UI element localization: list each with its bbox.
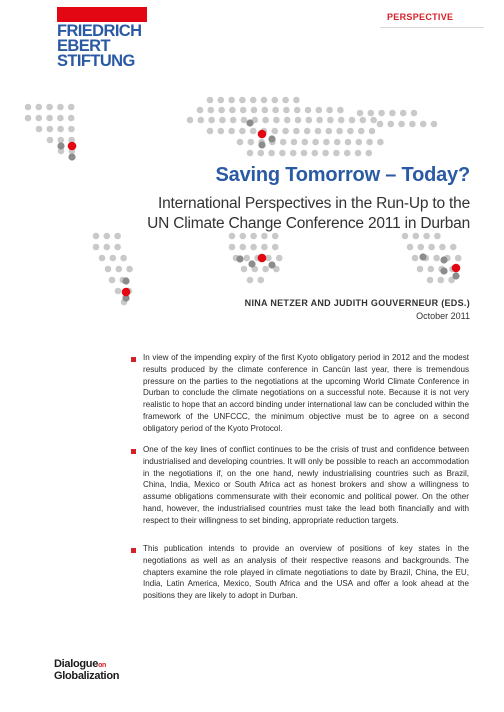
map-dot bbox=[388, 121, 395, 128]
map-dot bbox=[251, 107, 258, 114]
map-dot bbox=[357, 110, 364, 117]
map-dot bbox=[355, 150, 362, 157]
map-dot bbox=[230, 117, 237, 124]
map-dot bbox=[349, 117, 356, 124]
dialogue-on-globalization-logo bbox=[54, 659, 119, 681]
map-dot bbox=[47, 126, 54, 133]
map-dot bbox=[377, 139, 384, 146]
map-dot bbox=[250, 97, 257, 104]
page-title: Saving Tomorrow – Today? bbox=[215, 164, 470, 186]
map-dot bbox=[438, 277, 445, 284]
map-dot bbox=[279, 150, 286, 157]
map-dot bbox=[294, 107, 301, 114]
map-dot bbox=[68, 126, 75, 133]
map-dot bbox=[304, 128, 311, 135]
map-dot bbox=[305, 107, 312, 114]
map-dot bbox=[433, 255, 440, 262]
map-dot bbox=[312, 150, 319, 157]
map-dot bbox=[428, 266, 435, 273]
footer-line-1: Dialogue bbox=[54, 658, 99, 670]
map-dot bbox=[345, 139, 352, 146]
map-dot bbox=[219, 117, 226, 124]
map-dot bbox=[315, 128, 322, 135]
map-dot bbox=[261, 244, 268, 251]
authors: NINA NETZER AND JUDITH GOUVERNEUR (EDS.) bbox=[244, 298, 470, 308]
map-dot bbox=[247, 150, 254, 157]
map-dot bbox=[306, 117, 313, 124]
map-dot bbox=[261, 97, 268, 104]
map-dot bbox=[120, 255, 127, 262]
map-dot bbox=[411, 110, 418, 117]
map-dot bbox=[207, 128, 214, 135]
summary-paragraph-1: In view of the impending expiry of the first Kyoto obligatory period in 2012 and the modest results produced by the climate conference in Cancún last year, there is tremendous pressure on the parties to the negotiations at the upcoming World Climate Conference in Durban to conclude the climate negotiations on a successful note. Because it is not very realistic to hope that an accord binding under international law can be concluded within the framework of the UNFCCC, the minimum objective must be to agree on a second obligatory period of the Kyoto Protocol. bbox=[143, 353, 469, 433]
map-dot bbox=[272, 107, 279, 114]
map-dot bbox=[207, 97, 214, 104]
map-dot bbox=[116, 266, 123, 273]
map-dot bbox=[420, 121, 427, 128]
map-dot bbox=[240, 244, 247, 251]
map-dot bbox=[122, 277, 129, 284]
map-dot bbox=[68, 104, 75, 111]
bullet-icon bbox=[131, 449, 136, 454]
map-dot bbox=[366, 139, 373, 146]
map-dot bbox=[268, 261, 275, 268]
map-dot bbox=[400, 110, 407, 117]
map-dot bbox=[272, 97, 279, 104]
map-dot bbox=[218, 97, 225, 104]
map-dot bbox=[452, 264, 461, 273]
map-dot bbox=[322, 150, 329, 157]
map-dot bbox=[218, 128, 225, 135]
map-dot bbox=[293, 128, 300, 135]
map-dot bbox=[327, 117, 334, 124]
map-dot bbox=[115, 288, 122, 295]
map-dot bbox=[272, 244, 279, 251]
map-dot bbox=[187, 117, 194, 124]
footer-line-2: Globalization bbox=[54, 670, 120, 682]
map-dot bbox=[452, 272, 459, 279]
map-dot bbox=[262, 266, 269, 273]
map-dot bbox=[337, 107, 344, 114]
map-dot bbox=[197, 107, 204, 114]
bullet-icon bbox=[131, 548, 136, 553]
map-dot bbox=[237, 139, 244, 146]
map-dot bbox=[68, 153, 75, 160]
map-dot bbox=[241, 117, 248, 124]
map-dot bbox=[109, 277, 116, 284]
map-dot bbox=[57, 104, 64, 111]
map-dot bbox=[336, 128, 343, 135]
map-dot bbox=[57, 126, 64, 133]
map-dot bbox=[68, 115, 75, 122]
map-dot bbox=[356, 139, 363, 146]
map-dot bbox=[258, 130, 267, 139]
map-dot bbox=[198, 117, 205, 124]
map-dot bbox=[291, 139, 298, 146]
map-dot bbox=[302, 139, 309, 146]
bullet-icon bbox=[131, 357, 136, 362]
map-dot bbox=[440, 256, 447, 263]
map-dot bbox=[262, 117, 269, 124]
map-dot bbox=[333, 150, 340, 157]
map-dot bbox=[268, 135, 275, 142]
map-dot bbox=[250, 244, 257, 251]
map-dot bbox=[244, 255, 251, 262]
section-label: PERSPECTIVE bbox=[387, 12, 454, 22]
map-dot bbox=[273, 117, 280, 124]
map-dot bbox=[409, 121, 416, 128]
map-dot bbox=[368, 110, 375, 117]
map-dot bbox=[105, 266, 112, 273]
map-dot bbox=[229, 244, 236, 251]
map-dot bbox=[316, 117, 323, 124]
map-dot bbox=[36, 115, 43, 122]
map-dot bbox=[239, 128, 246, 135]
map-dot bbox=[360, 117, 367, 124]
map-dot bbox=[284, 117, 291, 124]
map-dot bbox=[218, 107, 225, 114]
map-dot bbox=[358, 128, 365, 135]
map-dot bbox=[93, 244, 100, 251]
map-dot bbox=[427, 277, 434, 284]
subtitle-line-2: UN Climate Change Conference 2011 in Durban bbox=[147, 215, 470, 232]
map-dot bbox=[431, 121, 438, 128]
map-dot bbox=[272, 128, 279, 135]
map-dot bbox=[440, 267, 447, 274]
footer-on: on bbox=[98, 662, 107, 669]
map-dot bbox=[110, 255, 117, 262]
map-dot bbox=[276, 255, 283, 262]
map-dot bbox=[283, 107, 290, 114]
map-dot bbox=[398, 121, 405, 128]
map-dot bbox=[407, 244, 414, 251]
map-dot bbox=[316, 107, 323, 114]
map-dot bbox=[248, 260, 255, 267]
map-dot bbox=[326, 107, 333, 114]
map-dot bbox=[295, 117, 302, 124]
map-dot bbox=[246, 119, 253, 126]
logo-line-1: FRIEDRICH bbox=[57, 22, 142, 40]
map-dot bbox=[228, 128, 235, 135]
map-dot bbox=[280, 139, 287, 146]
map-dot bbox=[68, 142, 77, 151]
map-dot bbox=[258, 254, 267, 263]
map-dot bbox=[58, 137, 65, 144]
page-subtitle bbox=[80, 194, 470, 234]
map-dot bbox=[57, 115, 64, 122]
map-dot bbox=[455, 255, 462, 262]
logo-line-2: EBERT bbox=[57, 37, 110, 55]
map-dot bbox=[326, 128, 333, 135]
map-dot bbox=[428, 244, 435, 251]
map-dot bbox=[389, 110, 396, 117]
map-dot bbox=[239, 97, 246, 104]
logo-line-3: STIFTUNG bbox=[57, 52, 135, 70]
map-dot bbox=[46, 104, 53, 111]
map-dot bbox=[412, 255, 419, 262]
publication-date: October 2011 bbox=[416, 311, 470, 321]
map-dot bbox=[366, 150, 373, 157]
map-dot bbox=[114, 244, 121, 251]
map-dot bbox=[126, 266, 133, 273]
map-dot bbox=[369, 128, 376, 135]
map-dot bbox=[258, 150, 265, 157]
map-dot bbox=[370, 117, 377, 124]
map-dot bbox=[241, 266, 248, 273]
map-dot bbox=[378, 110, 385, 117]
map-dot bbox=[439, 244, 446, 251]
map-dot bbox=[334, 139, 341, 146]
map-dot bbox=[268, 150, 275, 157]
map-dot bbox=[338, 117, 345, 124]
map-dot bbox=[344, 150, 351, 157]
subtitle-line-1: International Perspectives in the Run-Up to the bbox=[158, 195, 470, 212]
map-dot bbox=[258, 141, 265, 148]
map-dot bbox=[419, 253, 426, 260]
map-dot bbox=[99, 255, 106, 262]
map-dot bbox=[104, 244, 111, 251]
map-dot bbox=[240, 107, 247, 114]
summary-paragraph-3: This publication intends to provide an overview of positions of key states in the negotiations as well as an analysis of their respective reasons and backgrounds. The chapters examine the role played in climate negotiations to date by Brazil, China, the EU, India, Latin America, Mexico, South Africa and the USA and offer a look ahead at the positions they are likely to adopt in Durban. bbox=[143, 544, 469, 601]
map-dot bbox=[347, 128, 354, 135]
map-dot bbox=[282, 128, 289, 135]
map-dot bbox=[258, 277, 265, 284]
map-dot bbox=[250, 128, 257, 135]
map-dot bbox=[122, 288, 131, 297]
map-dot bbox=[290, 150, 297, 157]
map-dot bbox=[236, 255, 243, 262]
map-dot bbox=[208, 107, 215, 114]
map-dot bbox=[323, 139, 330, 146]
map-dot bbox=[208, 117, 215, 124]
map-dot bbox=[301, 150, 308, 157]
map-dot bbox=[418, 244, 425, 251]
map-dot bbox=[36, 126, 43, 133]
map-dot bbox=[25, 104, 32, 111]
map-dot bbox=[417, 266, 424, 273]
map-dot bbox=[228, 97, 235, 104]
map-dot bbox=[57, 142, 64, 149]
map-dot bbox=[282, 97, 289, 104]
map-dot bbox=[247, 277, 254, 284]
map-dot bbox=[36, 104, 43, 111]
map-dot bbox=[248, 139, 255, 146]
map-dot bbox=[312, 139, 319, 146]
map-dot bbox=[377, 121, 384, 128]
map-dot bbox=[262, 107, 269, 114]
map-dot bbox=[25, 115, 32, 122]
map-dot bbox=[46, 115, 53, 122]
summary-paragraph-2: One of the key lines of conflict continues to be the crisis of trust and confidence between industrialised and developing countries. It will only be possible to reach an accommodation in the negotiations if, on the one hand, newly industrialising countries such as Brazil, China, India, Mexico or South Africa act as honest brokers and show a willingness to assume obligations commensurate with their economic and political power. On the other hand, however, the industrialised countries must take the lead both financially and with respect to their willingness to set binding, appropriate reduction targets. bbox=[143, 445, 469, 525]
map-dot bbox=[229, 107, 236, 114]
map-dot bbox=[450, 244, 457, 251]
map-dot bbox=[47, 137, 54, 144]
map-dot bbox=[293, 97, 300, 104]
